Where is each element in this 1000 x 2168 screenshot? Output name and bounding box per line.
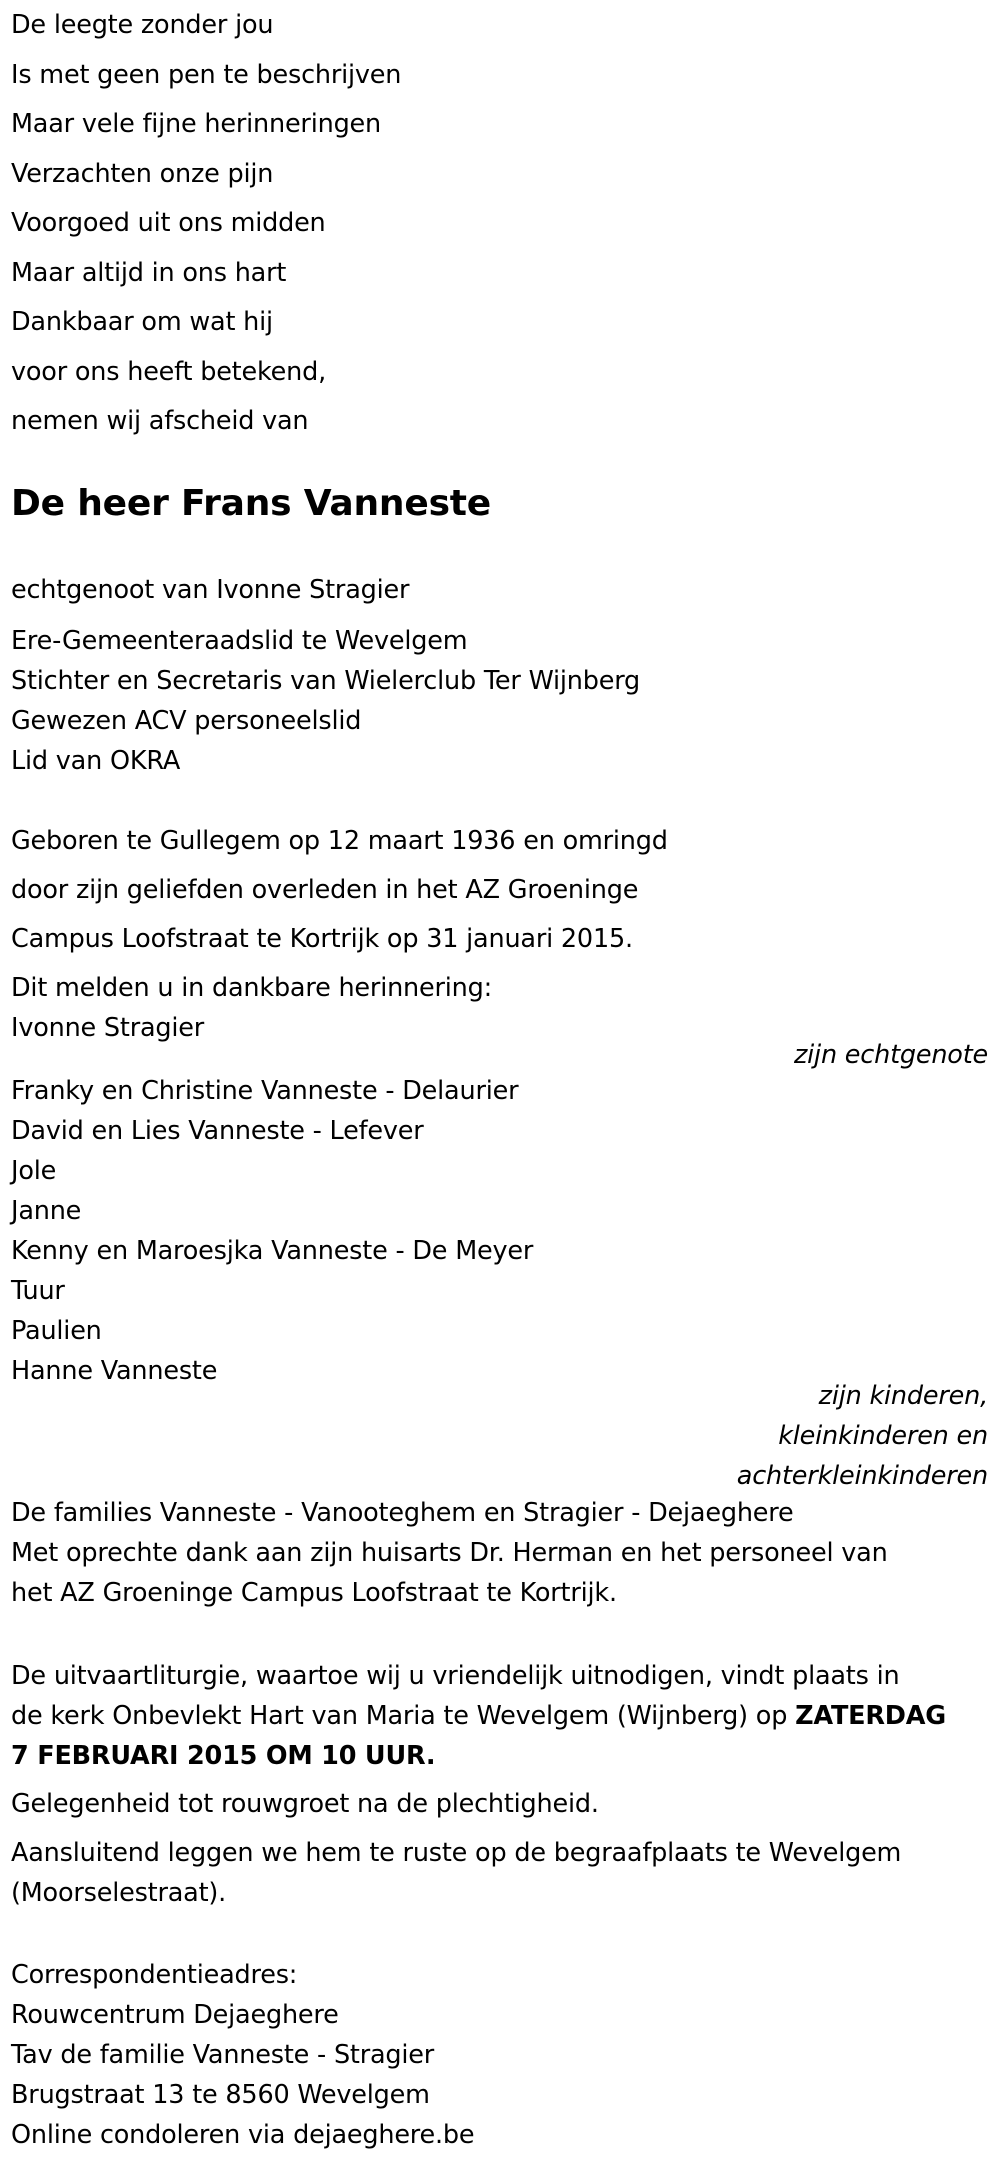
deceased-name: De heer Frans Vanneste — [11, 483, 492, 524]
family-relation: achterkleinkinderen — [736, 1461, 988, 1491]
funeral-line — [11, 1701, 946, 1731]
role-item: Lid van OKRA — [11, 746, 181, 776]
life-line: Campus Loofstraat te Kortrijk op 31 januari 2015. — [11, 924, 633, 954]
family-member: Kenny en Maroesjka Vanneste - De Meyer — [11, 1236, 534, 1266]
thanks-line: het AZ Groeninge Campus Loofstraat te Kortrijk. — [11, 1578, 617, 1608]
address-line: Rouwcentrum Dejaeghere — [11, 2000, 339, 2030]
poem-line: Is met geen pen te beschrijven — [11, 60, 402, 90]
condolence-website-link[interactable]: dejaeghere.be — [293, 2120, 475, 2150]
address-line: Tav de familie Vanneste - Stragier — [11, 2040, 435, 2070]
family-relation: zijn kinderen, — [818, 1381, 988, 1411]
family-relation: kleinkinderen en — [778, 1421, 988, 1451]
family-member: Janne — [11, 1196, 82, 1226]
family-member: Tuur — [11, 1276, 65, 1306]
role-item: Gewezen ACV personeelslid — [11, 706, 362, 736]
poem-line: Voorgoed uit ons midden — [11, 208, 326, 238]
family-member: Hanne Vanneste — [11, 1356, 218, 1386]
announcement-line: Dit melden u in dankbare herinnering: — [11, 973, 493, 1003]
family-member: Paulien — [11, 1316, 102, 1346]
funeral-line: De uitvaartliturgie, waartoe wij u vriendelijk uitnodigen, vindt plaats in — [11, 1661, 900, 1691]
family-member: Jole — [11, 1156, 57, 1186]
burial-line: Aansluitend leggen we hem te ruste op de begraafplaats te Wevelgem — [11, 1838, 902, 1868]
poem-line: Dankbaar om wat hij — [11, 307, 273, 337]
poem-line: Verzachten onze pijn — [11, 159, 274, 189]
poem-line: De leegte zonder jou — [11, 10, 274, 40]
funeral-location: de kerk Onbevlekt Hart van Maria te Wevelgem (Wijnberg) op — [11, 1701, 796, 1731]
online-prefix: Online condoleren via — [11, 2120, 294, 2150]
poem-line: voor ons heeft betekend, — [11, 357, 326, 387]
poem-line: nemen wij afscheid van — [11, 406, 309, 436]
spouse-relation: zijn echtgenote — [793, 1040, 988, 1070]
thanks-line: Met oprechte dank aan zijn huisarts Dr. Herman en het personeel van — [11, 1538, 888, 1568]
condolence-info: Gelegenheid tot rouwgroet na de plechtigheid. — [11, 1789, 599, 1819]
family-member: David en Lies Vanneste - Lefever — [11, 1116, 424, 1146]
life-line: Geboren te Gullegem op 12 maart 1936 en omringd — [11, 826, 668, 856]
address-line: Brugstraat 13 te 8560 Wevelgem — [11, 2080, 430, 2110]
burial-line: (Moorselestraat). — [11, 1878, 227, 1908]
role-item: Stichter en Secretaris van Wielerclub Ter Wijnberg — [11, 666, 641, 696]
family-member: Franky en Christine Vanneste - Delaurier — [11, 1076, 519, 1106]
poem-line: Maar vele fijne herinneringen — [11, 109, 382, 139]
role-item: Ere-Gemeenteraadslid te Wevelgem — [11, 626, 468, 656]
funeral-date-time: 7 FEBRUARI 2015 OM 10 UUR. — [11, 1741, 436, 1771]
correspondence-label: Correspondentieadres: — [11, 1960, 298, 1990]
extended-families: De families Vanneste - Vanooteghem en Stragier - Dejaeghere — [11, 1498, 794, 1528]
funeral-day: ZATERDAG — [795, 1701, 947, 1731]
life-line: door zijn geliefden overleden in het AZ Groeninge — [11, 875, 639, 905]
spouse-name: Ivonne Stragier — [11, 1013, 205, 1043]
poem-line: Maar altijd in ons hart — [11, 258, 287, 288]
spouse-line: echtgenoot van Ivonne Stragier — [11, 575, 410, 605]
online-condolence — [11, 2120, 474, 2150]
